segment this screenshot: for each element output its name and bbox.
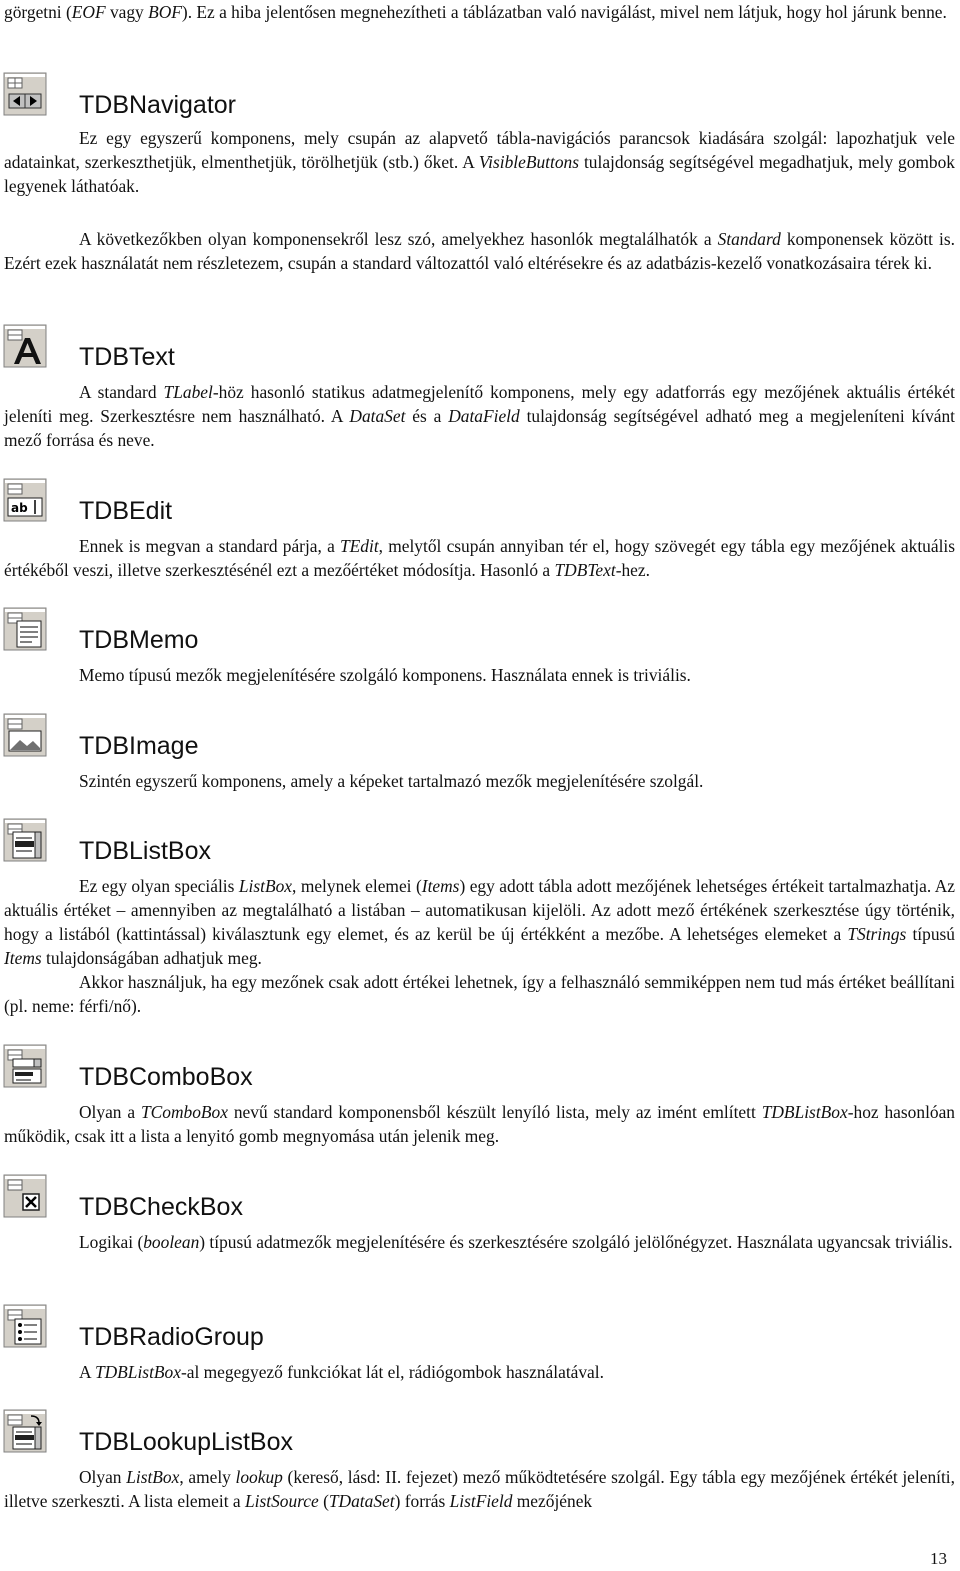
db-lookuplistbox-icon (3, 1409, 47, 1453)
section-body (4, 874, 955, 1018)
italic-term: DataSet (349, 406, 406, 426)
italic-term: ListSource (244, 1491, 319, 1511)
section-title: TDBListBox (79, 837, 211, 865)
section-body (4, 534, 955, 582)
paragraph: Memo típusú mezők megjelenítésére szolgáló komponens. Használata ennek is triviális. (79, 665, 691, 685)
italic-term: TEdit (340, 536, 379, 556)
italic-term: DataField (448, 406, 520, 426)
section-body (4, 1465, 955, 1513)
section-body (4, 126, 955, 198)
paragraph: Olyan ListBox, amely lookup (kereső, lásd: II. fejezet) mező működtetésére szolgál. Egy tábla egy mezőjének értékét jeleníti, illetve szerkeszti. A lista elemeit a ListSource (TDataSet) forrás ListField mezőjének (4, 1467, 955, 1511)
section-body (4, 1360, 955, 1384)
italic-term: ListBox (238, 876, 292, 896)
section-title: TDBMemo (79, 626, 199, 654)
italic-term: ListField (449, 1491, 513, 1511)
section-body (4, 769, 955, 793)
paragraph: Olyan a TComboBox nevű standard komponensből készült lenyíló lista, mely az imént említett TDBListBox-hoz hasonlóan működik, csak itt a lista a lenyitó gomb megnyomása után jelenik meg. (4, 1102, 956, 1146)
italic-term: VisibleButtons (478, 152, 579, 172)
section-title: TDBCheckBox (79, 1193, 243, 1221)
db-edit-icon (3, 478, 47, 522)
db-text-icon (3, 324, 47, 368)
page-number: 13 (930, 1549, 947, 1568)
section-body (4, 1230, 955, 1254)
section-title: TDBComboBox (79, 1063, 253, 1091)
italic-term: TLabel (163, 382, 213, 402)
paragraph: Ez egy olyan speciális ListBox, melynek elemei (Items) egy adott tábla adott mezőjének lehetséges értékeit tartalmazhatja. Az aktuális értéket – amennyiben az megtalálható a listában – automatikusan kijelöli. Az adott mező értékének szerkesztése úgy történik, hogy a listából (kattintással) kiválasztunk egy elemet, és az kerül be új értékként a mezőbe. A lehetséges elemeket a TStrings típusú Items tulajdonságában adhatjuk meg. (4, 876, 955, 968)
paragraph: Akkor használjuk, ha egy mezőnek csak adott értékei lehetnek, így a felhasználó semmiképpen nem tud más értéket beállítani (pl. neme: férfi/nő). (4, 972, 955, 1016)
italic-term: lookup (235, 1467, 283, 1487)
section-title: TDBImage (79, 732, 199, 760)
italic-term: TStrings (847, 924, 907, 944)
section-body (4, 663, 955, 687)
section-title: TDBEdit (79, 497, 173, 525)
italic-term: boolean (143, 1232, 200, 1252)
italic-term: EOF (71, 2, 106, 22)
section-body (4, 1100, 955, 1148)
section-title: TDBRadioGroup (79, 1323, 264, 1351)
italic-term: TDBText (554, 560, 616, 580)
italic-term: Items (4, 948, 42, 968)
section-body (4, 380, 955, 452)
italic-term: Standard (717, 229, 781, 249)
section-title: TDBLookupListBox (79, 1428, 294, 1456)
db-memo-icon (3, 607, 47, 651)
db-image-icon (3, 713, 47, 757)
intro-paragraph (4, 0, 955, 24)
db-radiogroup-icon (3, 1304, 47, 1348)
italic-term: TComboBox (141, 1102, 228, 1122)
paragraph: Logikai (boolean) típusú adatmezők megjelenítésére és szerkesztésére szolgáló jelölőnégyzet. Használata ugyancsak triviális. (79, 1232, 953, 1252)
italic-term: TDataSet (328, 1491, 395, 1511)
italic-term: TDBListBox (761, 1102, 848, 1122)
intro-text: görgetni (EOF vagy BOF). Ez a hiba jelentősen megnehezítheti a táblázatban való navigálást, mivel nem látjuk, hogy hol járunk benne. (4, 2, 947, 22)
italic-term: ListBox (126, 1467, 180, 1487)
paragraph: Ennek is megvan a standard párja, a TEdit, melytől csupán annyiban tér el, hogy szövegét egy tábla egy mezőjének aktuális értékéből veszi, illetve szerkesztésénél ezt a mezőértéket módosítja. Hasonló a TDBText-hez. (4, 536, 956, 580)
section-title: TDBNavigator (79, 91, 236, 119)
db-navigator-icon (3, 72, 47, 116)
section-body (4, 227, 955, 275)
paragraph: A standard TLabel-höz hasonló statikus adatmegjelenítő komponens, mely egy adatforrás egy mezőjének aktuális értékét jeleníti meg. Szerkesztésre nem használható. A DataSet és a DataField tulajdonság segítségével adható meg a megjeleníteni kívánt mező forrása és neve. (4, 382, 956, 450)
section-title: TDBText (79, 343, 175, 371)
paragraph: Ez egy egyszerű komponens, mely csupán az alapvető tábla-navigációs parancsok kiadására szolgál: lapozhatjuk vele adatainkat, szerkeszthetjük, elmenthetjük, törölhetjük (stb.) őket. A VisibleButtons tulajdonság segítségével megadhatjuk, mely gombok legyenek láthatóak. (4, 128, 956, 196)
db-listbox-icon (3, 818, 47, 862)
italic-term: TDBListBox (94, 1362, 181, 1382)
db-checkbox-icon (3, 1174, 47, 1218)
paragraph: A következőkben olyan komponensekről lesz szó, amelyekhez hasonlók megtalálhatók a Standard komponensek között is. Ezért ezek használatát nem részletezem, csupán a standard változattól való eltérésekre és az adatbázis-kezelő vonatkozásaira térek ki. (4, 229, 955, 273)
italic-term: BOF (148, 2, 182, 22)
svg-text:ab: ab (11, 501, 28, 515)
italic-term: Items (421, 876, 460, 896)
db-combobox-icon (3, 1044, 47, 1088)
paragraph: Szintén egyszerű komponens, amely a képeket tartalmazó mezők megjelenítésére szolgál. (79, 771, 704, 791)
paragraph: A TDBListBox-al megegyező funkciókat lát el, rádiógombok használatával. (79, 1362, 604, 1382)
